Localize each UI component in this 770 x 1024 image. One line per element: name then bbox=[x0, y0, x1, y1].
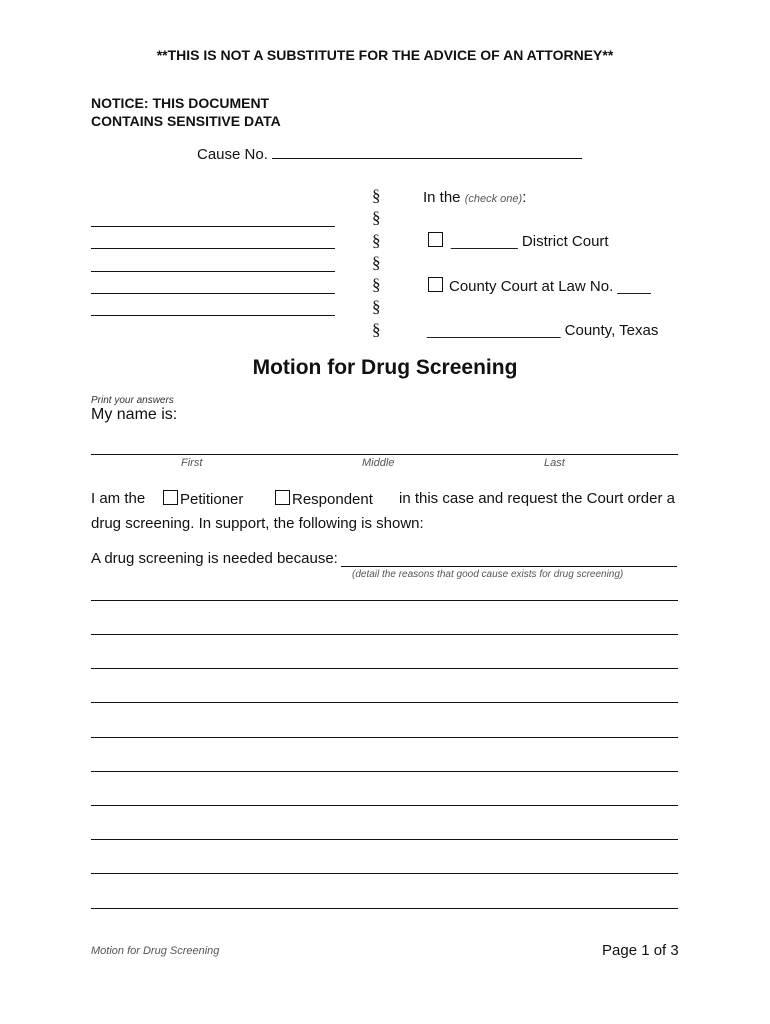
county-court-at-law-option[interactable] bbox=[428, 277, 651, 295]
cause-number-label: Cause No. bbox=[197, 146, 268, 163]
reason-line[interactable] bbox=[91, 771, 678, 772]
county-texas-label: County, Texas bbox=[564, 322, 659, 339]
reason-line[interactable] bbox=[91, 873, 678, 874]
print-answers-hint: Print your answers bbox=[91, 395, 174, 406]
role-sentence-line-2: drug screening. In support, the following is shown: bbox=[91, 515, 424, 532]
district-court-label: District Court bbox=[521, 233, 609, 250]
section-symbol: § bbox=[372, 275, 381, 294]
party-name-line-3[interactable] bbox=[91, 271, 335, 272]
county-court-at-law-checkbox[interactable] bbox=[428, 277, 443, 292]
section-symbol: § bbox=[372, 208, 381, 227]
respondent-option[interactable] bbox=[275, 490, 373, 508]
i-am-the-label: I am the bbox=[91, 490, 146, 507]
role-sentence-continued: in this case and request the Court order a bbox=[399, 490, 675, 507]
section-symbol: § bbox=[372, 231, 381, 250]
respondent-checkbox[interactable] bbox=[275, 490, 290, 505]
petitioner-label: Petitioner bbox=[180, 491, 244, 508]
footer-document-name: Motion for Drug Screening bbox=[91, 945, 220, 957]
section-symbol: § bbox=[372, 297, 381, 316]
cause-number-field[interactable] bbox=[272, 146, 582, 159]
full-name-field[interactable] bbox=[91, 454, 678, 455]
reason-first-line[interactable] bbox=[341, 566, 677, 567]
document-title: Motion for Drug Screening bbox=[252, 356, 518, 379]
cause-number-row bbox=[197, 146, 582, 163]
county-texas-row bbox=[427, 322, 658, 339]
in-the-row bbox=[423, 189, 526, 206]
first-name-caption: First bbox=[181, 457, 203, 469]
disclaimer-heading: **THIS IS NOT A SUBSTITUTE FOR THE ADVICE OF AN ATTORNEY** bbox=[156, 47, 614, 63]
page-number: Page 1 of 3 bbox=[602, 942, 679, 959]
petitioner-checkbox[interactable] bbox=[163, 490, 178, 505]
county-court-number-blank: ____ bbox=[617, 278, 651, 295]
district-number-blank: ________ bbox=[451, 233, 518, 250]
reason-line[interactable] bbox=[91, 908, 678, 909]
reason-line[interactable] bbox=[91, 634, 678, 635]
district-court-option[interactable] bbox=[428, 232, 609, 250]
reason-line[interactable] bbox=[91, 702, 678, 703]
reason-line[interactable] bbox=[91, 805, 678, 806]
last-name-caption: Last bbox=[544, 457, 565, 469]
reason-line[interactable] bbox=[91, 668, 678, 669]
section-symbol: § bbox=[372, 320, 381, 339]
county-name-blank[interactable]: ________________ bbox=[427, 322, 561, 339]
petitioner-option[interactable] bbox=[163, 490, 243, 508]
reason-line[interactable] bbox=[91, 737, 678, 738]
party-name-line-2[interactable] bbox=[91, 248, 335, 249]
party-name-line-4[interactable] bbox=[91, 293, 335, 294]
section-symbol: § bbox=[372, 253, 381, 272]
district-court-checkbox[interactable] bbox=[428, 232, 443, 247]
notice-line-2: CONTAINS SENSITIVE DATA bbox=[91, 113, 281, 129]
reason-label: A drug screening is needed because: bbox=[91, 550, 338, 567]
section-symbol: § bbox=[372, 186, 381, 205]
in-the-colon: : bbox=[522, 189, 527, 206]
my-name-label: My name is: bbox=[91, 406, 178, 423]
check-one-hint: (check one) bbox=[464, 193, 523, 205]
respondent-label: Respondent bbox=[292, 491, 373, 508]
reason-hint: (detail the reasons that good cause exists for drug screening) bbox=[352, 569, 624, 580]
sensitive-data-notice bbox=[91, 94, 351, 130]
in-the-label: In the bbox=[423, 189, 461, 206]
reason-line[interactable] bbox=[91, 600, 678, 601]
middle-name-caption: Middle bbox=[362, 457, 395, 469]
party-name-line-5[interactable] bbox=[91, 315, 335, 316]
county-court-at-law-label: County Court at Law No. bbox=[449, 278, 614, 295]
reason-line[interactable] bbox=[91, 839, 678, 840]
notice-line-1: NOTICE: THIS DOCUMENT bbox=[91, 95, 270, 111]
party-name-line-1[interactable] bbox=[91, 226, 335, 227]
